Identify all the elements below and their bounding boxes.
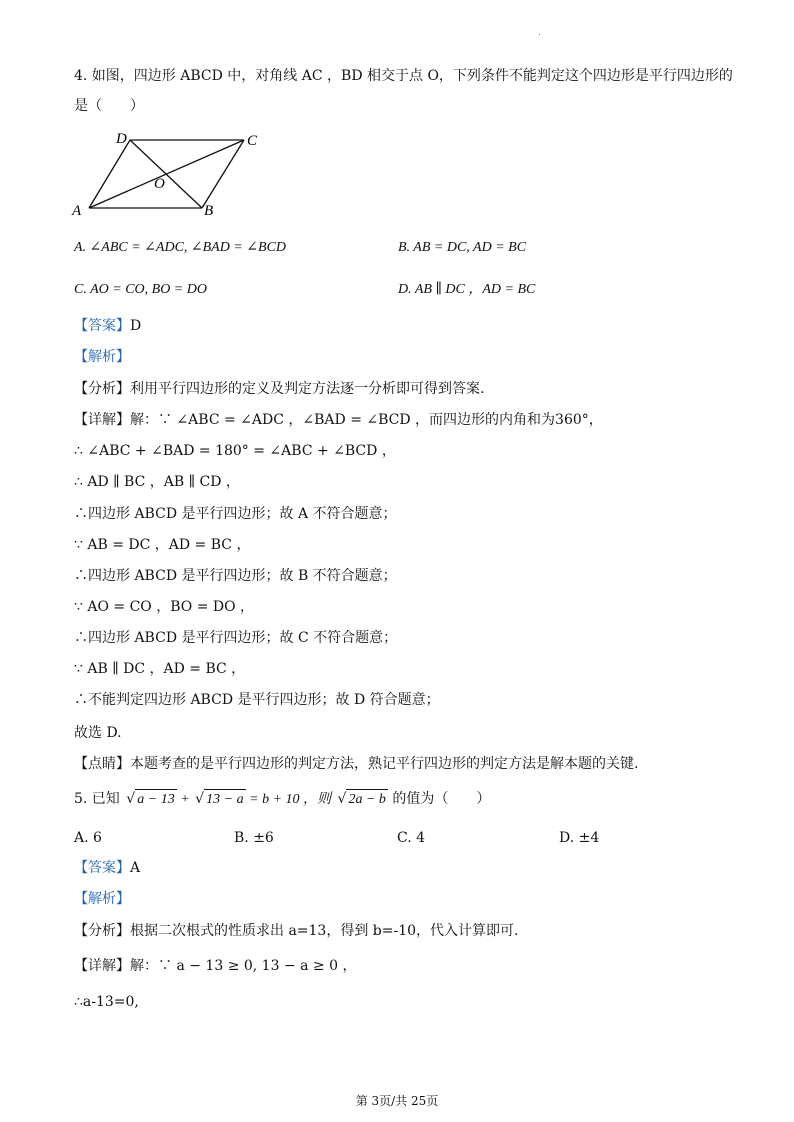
q4-answer-tag: 【答案】 — [74, 318, 130, 334]
q5-fenxi-tag: 【分析】 — [74, 923, 130, 939]
q4-option-b: B. AB = DC, AD = BC — [398, 240, 527, 255]
q5-stem-mid: = b + 10 ，则 — [245, 792, 332, 807]
edge-bc — [202, 140, 244, 208]
q4-detail-line-3: ∴四边形 ABCD 是平行四边形；故 A 不符合题意； — [74, 506, 397, 522]
q4-fenxi-line — [74, 379, 484, 399]
diagonal-bd — [130, 140, 202, 208]
q5-analysis-tag: 【解析】 — [74, 891, 130, 907]
q5-detail: 解：∵ a − 13 ≥ 0, 13 − a ≥ 0 ， — [130, 958, 357, 974]
q5-radicand-2: 13 − a — [204, 789, 245, 810]
q4-answer-line — [74, 316, 141, 336]
q4-answer: D — [130, 318, 142, 334]
q5-stem-prefix: 5. 已知 — [74, 791, 120, 807]
header-mark: . — [538, 28, 541, 38]
q4-analysis-tag: 【解析】 — [74, 349, 130, 365]
label-o: O — [154, 176, 165, 192]
q5-option-c: C. 4 — [397, 830, 426, 846]
q4-stem: 4. 如图，四边形 ABCD 中，对角线 AC ，BD 相交于点 O，下列条件不能判定这个四边形是平行四边形的 — [74, 68, 733, 84]
q5-stem — [74, 789, 490, 810]
q4-fenxi-tag: 【分析】 — [74, 381, 130, 397]
q5-option-b: B. ±6 — [234, 830, 274, 846]
q4-detail-line-0 — [74, 410, 603, 430]
q5-stem-suffix: 的值为（ ） — [392, 791, 491, 807]
q4-detail-line-1: ∴ ∠ABC + ∠BAD = 180° = ∠ABC + ∠BCD ， — [74, 443, 396, 459]
q4-dianjing-line — [74, 754, 638, 774]
label-a: A — [72, 203, 82, 219]
q4-detail-line-10: 故选 D. — [74, 725, 122, 741]
q5-detail-tag: 【详解】 — [74, 958, 130, 974]
parallelogram-figure — [68, 126, 268, 222]
q5-plus: + — [176, 792, 194, 807]
page-footer: 第 3页/共 25页 — [355, 1094, 439, 1108]
q4-detail-line-4: ∵ AB = DC ，AD = BC ， — [74, 537, 251, 553]
q5-radicand-3: 2a − b — [346, 789, 387, 810]
q5-answer-line — [74, 858, 140, 878]
q5-answer: A — [130, 860, 141, 876]
q4-option-d: D. AB ∥ DC ，AD = BC — [398, 282, 536, 297]
q4-detail-text-0: 解：∵ ∠ABC = ∠ADC ，∠BAD = ∠BCD ，而四边形的内角和为360°， — [130, 412, 603, 428]
q4-detail-line-8: ∵ AB ∥ DC ，AD = BC ， — [74, 661, 246, 677]
q5-radical-3: √ 2a − b — [337, 789, 387, 810]
q5-option-a: A. 6 — [74, 830, 102, 846]
q4-detail-tag: 【详解】 — [74, 412, 130, 428]
q5-analysis-line — [74, 889, 130, 909]
label-b: B — [204, 203, 214, 219]
q4-dianjing: 本题考查的是平行四边形的判定方法，熟记平行四边形的判定方法是解本题的关键. — [130, 756, 639, 772]
q5-option-d: D. ±4 — [559, 830, 600, 846]
q4-detail-line-5: ∴四边形 ABCD 是平行四边形；故 B 不符合题意； — [74, 568, 397, 584]
q5-fenxi: 根据二次根式的性质求出 a=13，得到 b=-10，代入计算即可. — [130, 923, 519, 939]
q4-option-c: C. AO = CO, BO = DO — [74, 282, 207, 297]
q4-analysis-line — [74, 347, 130, 367]
q5-detail-line — [74, 956, 356, 976]
label-d: D — [116, 131, 127, 147]
q4-detail-line-7: ∴四边形 ABCD 是平行四边形；故 C 不符合题意； — [74, 630, 398, 646]
q5-answer-tag: 【答案】 — [74, 860, 130, 876]
q5-radicand-1: a − 13 — [135, 789, 176, 810]
q5-last-line: ∴a-13=0, — [74, 994, 139, 1010]
q4-option-a: A. ∠ABC = ∠ADC, ∠BAD = ∠BCD — [74, 240, 287, 255]
edge-da — [89, 140, 130, 208]
q4-detail-line-6: ∵ AO = CO ，BO = DO ， — [74, 599, 255, 615]
label-c: C — [247, 133, 258, 149]
q4-fenxi: 利用平行四边形的定义及判定方法逐一分析即可得到答案. — [130, 381, 485, 397]
q5-radical-1: √ a − 13 — [126, 789, 176, 810]
q4-stem-cont: 是（ ） — [74, 98, 144, 114]
q4-detail-line-9: ∴不能判定四边形 ABCD 是平行四边形；故 D 符合题意； — [74, 692, 440, 708]
q5-radical-2: √ 13 − a — [195, 789, 245, 810]
q5-fenxi-line — [74, 921, 518, 941]
q4-dianjing-tag: 【点睛】 — [74, 756, 130, 772]
q4-detail-line-2: ∴ AD ∥ BC ，AB ∥ CD ， — [74, 474, 240, 490]
